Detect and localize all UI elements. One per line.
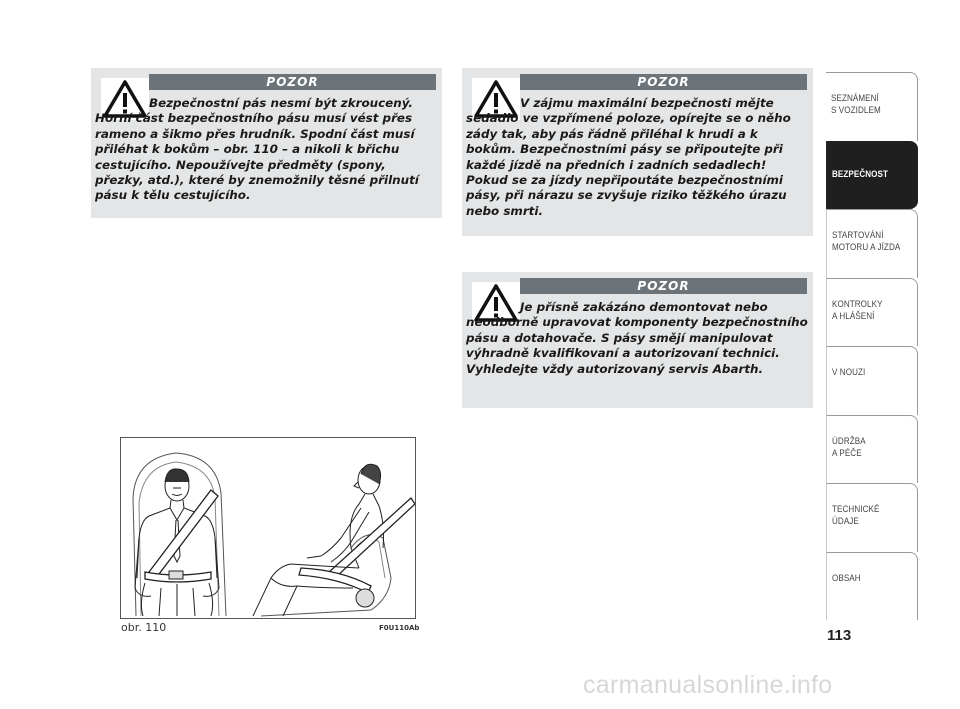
- tab-label: BEZPEČNOST: [832, 168, 889, 180]
- warning-text: V zájmu maximální bezpečnosti mějte sedadlo ve vzpřímené poloze, opírejte se o něho zády tak, aby pás řádně přiléhal k hrudi a k bokům. Bezpečnostními pásy se připoutejte při každé jízdě na předních i zadních sedadlech! Pokud se za jízdy nepřipoutáte bezpečnostními pásy, při nárazu se zvyšuje riziko těžkého úrazu nebo smrti.: [466, 96, 791, 218]
- warning-box-1: [91, 68, 442, 218]
- front-view-person: [133, 453, 226, 616]
- tab-label: OBSAH: [832, 572, 861, 584]
- tab-bezpecnost[interactable]: [826, 141, 918, 210]
- warning-heading: POZOR: [149, 74, 436, 90]
- tab-label: V NOUZI: [832, 367, 866, 378]
- warning-text: Bezpečnostní pás nesmí být zkroucený. Horní část bezpečnostního pásu musí vést přes rameno a šikmo přes hrudník. Spodní část musí přiléhat k bokům – obr. 110 – a nikoli k břichu cestujícího. Nepoužívejte předměty (spony, přezky, atd.), které by znemožnily těsné přilnutí pásu k tělu cestujícího.: [95, 96, 419, 203]
- tab-startovani-motoru-a-jizda[interactable]: [826, 209, 918, 278]
- tab-v-nouzi[interactable]: [826, 346, 918, 415]
- figure-caption: obr. 110: [121, 621, 167, 634]
- tab-label: ÚDRŽBA A PÉČE: [832, 435, 866, 459]
- watermark: carmanualsonline.info: [583, 671, 833, 699]
- tab-label: KONTROLKY A HLÁŠENÍ: [832, 298, 883, 322]
- warning-text: Je přísně zakázáno demontovat nebo neodborně upravovat komponenty bezpečnostního pásu a dotahovače. S pásy smějí manipulovat výhradně kvalifikovaní a autorizovaní technici. Vyhledejte vždy autorizovaný servis Abarth.: [466, 300, 808, 376]
- side-view-person: [253, 464, 415, 616]
- warning-box-3: [462, 272, 813, 408]
- tab-label: SEZNÁMENÍ S VOZIDLEM: [831, 93, 881, 116]
- tab-kontrolky-a-hlaseni[interactable]: [826, 278, 918, 347]
- seatbelt-illustration: [120, 437, 416, 619]
- tab-label: STARTOVÁNÍ MOTORU A JÍZDA: [832, 230, 901, 253]
- tab-udrzba-a-pece[interactable]: [826, 415, 918, 484]
- figure-code: F0U110Ab: [379, 624, 420, 632]
- warning-box-2: [462, 68, 813, 236]
- tab-technicke-udaje[interactable]: [826, 483, 918, 552]
- page-number: 113: [827, 627, 852, 644]
- warning-heading: POZOR: [520, 278, 807, 294]
- tab-label: TECHNICKÉ ÚDAJE: [832, 504, 880, 527]
- tab-obsah[interactable]: [826, 552, 918, 621]
- warning-heading: POZOR: [520, 74, 807, 90]
- chapter-tabs: [826, 72, 918, 620]
- tab-seznameni-s-vozidlem[interactable]: [826, 72, 918, 141]
